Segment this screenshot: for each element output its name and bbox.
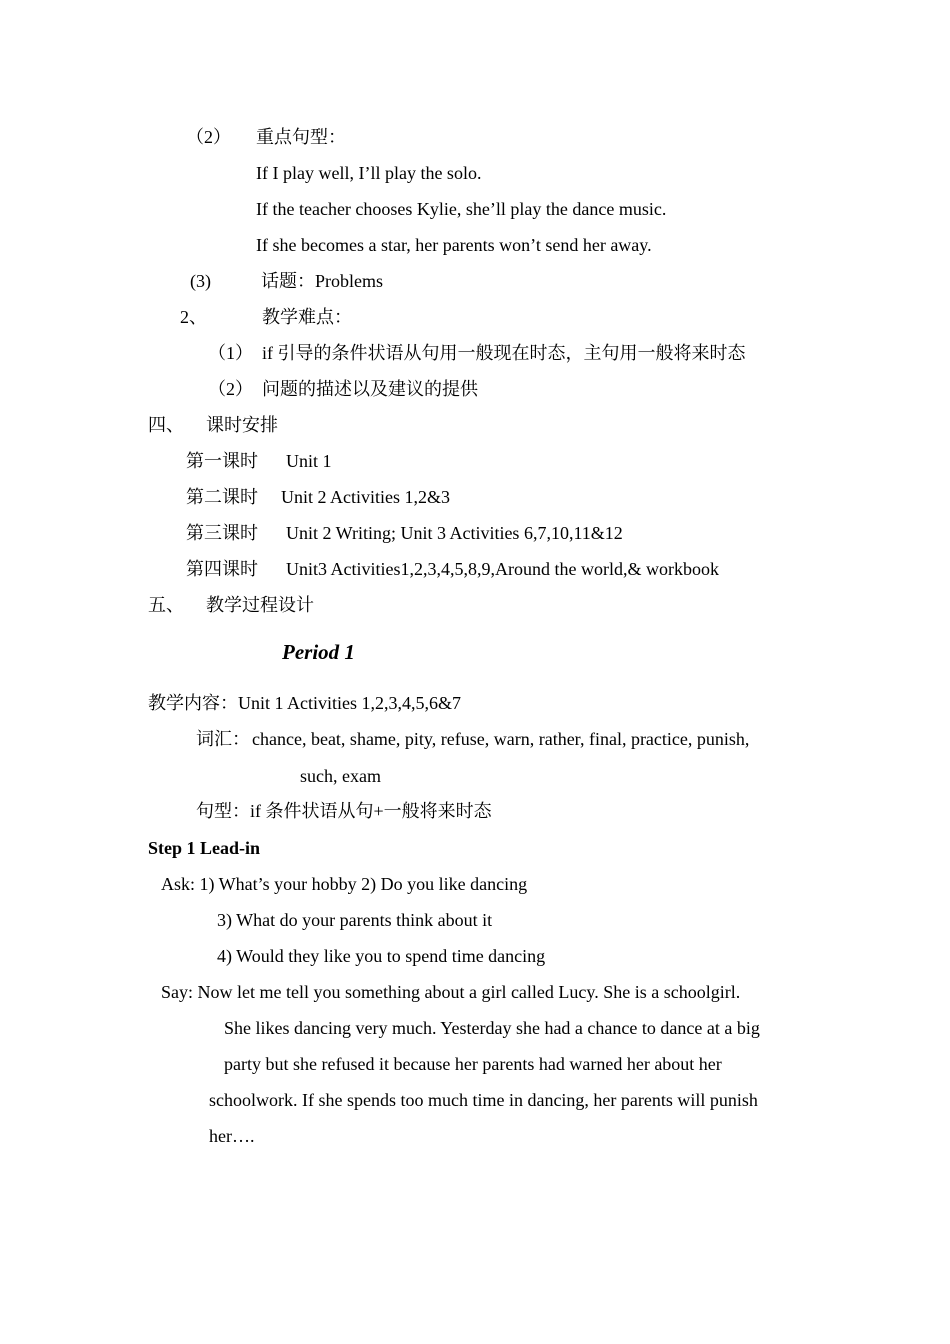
say-line: Say: Now let me tell you something about a girl called Lucy. She is a schoolgirl.: [161, 982, 741, 1002]
key-sentence: If the teacher chooses Kylie, she’ll play the dance music.: [256, 199, 667, 219]
process-marker: 五、: [148, 595, 184, 615]
vocab-line: such, exam: [300, 766, 381, 786]
schedule-period: 第一课时: [186, 451, 258, 471]
difficulty-marker: （2）: [208, 379, 253, 399]
say-line: schoolwork. If she spends too much time in dancing, her parents will punish: [209, 1090, 758, 1110]
schedule-title: 课时安排: [206, 415, 278, 435]
difficulty-text: 问题的描述以及建议的提供: [262, 379, 478, 399]
ask-line: 3) What do your parents think about it: [217, 910, 493, 930]
schedule-marker: 四、: [148, 415, 184, 435]
schedule-content: Unit 2 Writing; Unit 3 Activities 6,7,10,11&12: [286, 523, 623, 543]
difficulties-marker: 2、: [180, 307, 207, 327]
vocab-line: chance, beat, shame, pity, refuse, warn, rather, final, practice, punish,: [252, 729, 750, 749]
ask-line: Ask: 1) What’s your hobby 2) Do you like dancing: [161, 874, 528, 894]
key-sentence: If I play well, I’ll play the solo.: [256, 163, 482, 183]
process-title: 教学过程设计: [206, 595, 314, 615]
difficulties-title: 教学难点：: [262, 307, 352, 327]
say-line: her….: [209, 1126, 255, 1146]
schedule-content: Unit 1: [286, 451, 332, 471]
key-sentences-title: 重点句型：: [256, 127, 346, 147]
schedule-period: 第四课时: [186, 559, 258, 579]
schedule-period: 第三课时: [186, 523, 258, 543]
topic-marker: (3): [190, 271, 211, 291]
say-line: party but she refused it because her parents had warned her about her: [224, 1054, 722, 1074]
schedule-period: 第二课时: [186, 487, 258, 507]
ask-line: 4) Would they like you to spend time dancing: [217, 946, 546, 966]
vocab-label: 词汇：: [196, 729, 250, 749]
pattern-line: 句型：if 条件状语从句+一般将来时态: [196, 801, 492, 821]
period-title: Period 1: [282, 640, 355, 664]
say-line: She likes dancing very much. Yesterday she had a chance to dance at a big: [224, 1018, 760, 1038]
key-sentences-marker: （2）: [186, 127, 231, 147]
difficulty-marker: （1）: [208, 343, 253, 363]
lesson-content-line: 教学内容：Unit 1 Activities 1,2,3,4,5,6&7: [148, 693, 461, 713]
topic-text: 话题：Problems: [261, 271, 384, 291]
difficulty-text: if 引导的条件状语从句用一般现在时态，主句用一般将来时态: [262, 343, 746, 363]
key-sentence: If she becomes a star, her parents won’t send her away.: [256, 235, 652, 255]
schedule-content: Unit 2 Activities 1,2&3: [281, 487, 450, 507]
step-heading: Step 1 Lead-in: [148, 838, 261, 858]
schedule-content: Unit3 Activities1,2,3,4,5,8,9,Around the world,& workbook: [286, 559, 719, 579]
